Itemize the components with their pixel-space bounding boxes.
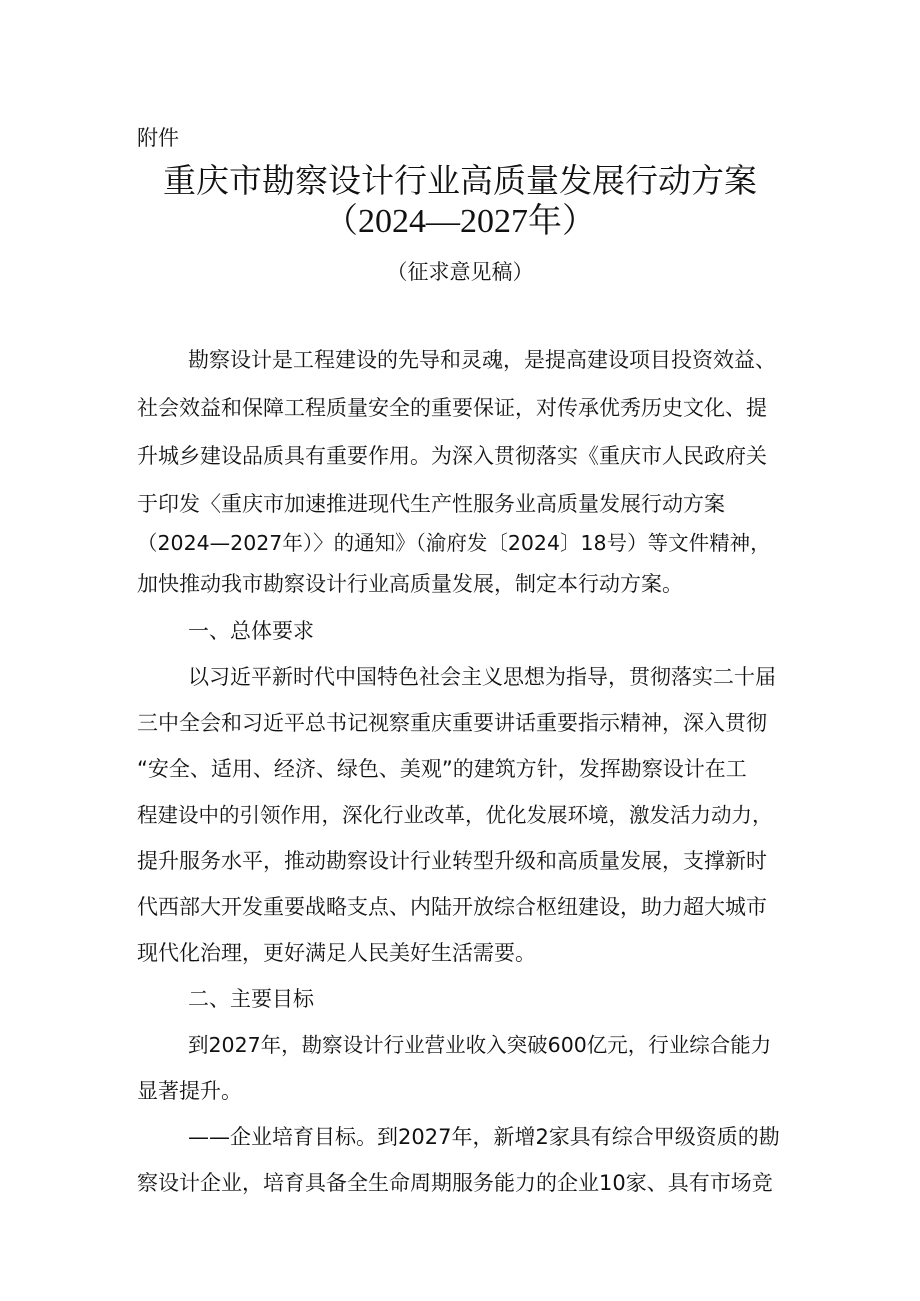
body-line: 提升服务水平，推动勘察设计行业转型升级和高质量发展，支撑新时: [137, 849, 767, 873]
body-line: 显著提升。: [137, 1079, 242, 1103]
body-line: 社会效益和保障工程质量安全的重要保证，对传承优秀历史文化、提: [137, 396, 767, 420]
body-line: 勘察设计是工程建设的先导和灵魂，是提高建设项目投资效益、: [188, 348, 776, 372]
body-line: ——企业培育目标。到2027年，新增2家具有综合甲级资质的勘: [188, 1125, 780, 1149]
section-heading: 一、总体要求: [188, 619, 314, 643]
body-line: 到2027年，勘察设计行业营业收入突破600亿元，行业综合能力: [188, 1033, 772, 1057]
body-line: 察设计企业，培育具备全生命周期服务能力的企业10家、具有市场竞: [137, 1171, 773, 1195]
body-line: 三中全会和习近平总书记视察重庆重要讲话重要指示精神，深入贯彻: [137, 711, 767, 735]
section-heading: 二、主要目标: [188, 987, 314, 1011]
draft-note: （征求意见稿）: [386, 260, 534, 284]
body-line: 加快推动我市勘察设计行业高质量发展，制定本行动方案。: [137, 572, 683, 596]
body-line: 代西部大开发重要战略支点、内陆开放综合枢纽建设，助力超大城市: [137, 895, 767, 919]
body-line: 现代化治理，更好满足人民美好生活需要。: [137, 941, 536, 965]
body-line: 于印发〈重庆市加速推进现代生产性服务业高质量发展行动方案: [137, 492, 725, 516]
attachment-label: 附件: [137, 126, 179, 150]
body-line: （2024—2027年）〉的通知》（渝府发〔2024〕18号）等文件精神，: [137, 531, 771, 555]
document-title: 重庆市勘察设计行业高质量发展行动方案: [163, 161, 757, 200]
body-line: 以习近平新时代中国特色社会主义思想为指导，贯彻落实二十届: [188, 665, 776, 689]
document-title-period: （2024—2027年）: [324, 203, 596, 240]
body-line: “安全、适用、经济、绿色、美观”的建筑方针，发挥勘察设计在工: [137, 757, 747, 781]
body-line: 升城乡建设品质具有重要作用。为深入贯彻落实《重庆市人民政府关: [137, 444, 767, 468]
body-line: 程建设中的引领作用，深化行业改革，优化发展环境，激发活力动力，: [137, 803, 773, 827]
